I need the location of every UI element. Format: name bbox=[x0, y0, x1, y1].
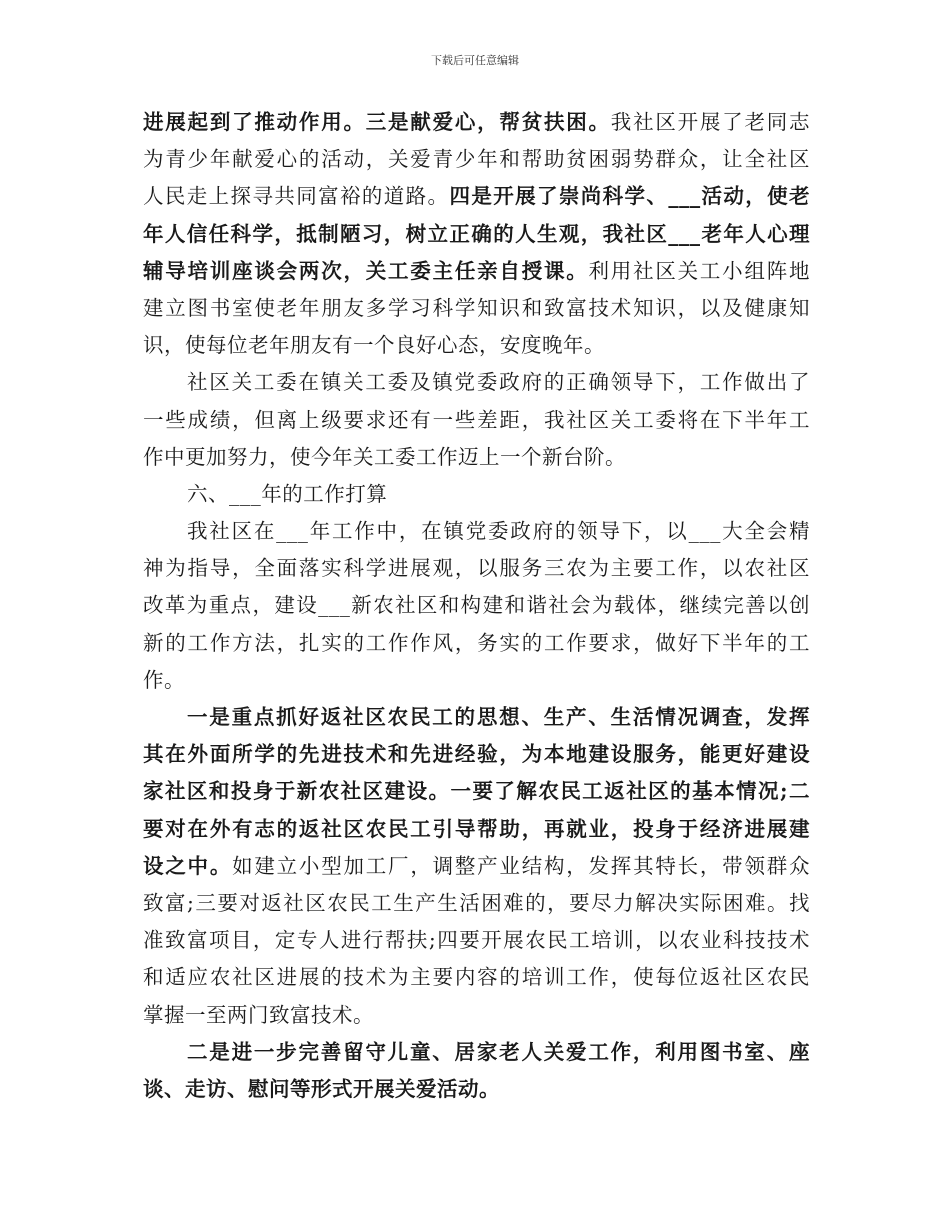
text-line bbox=[143, 104, 810, 141]
text-line bbox=[143, 327, 810, 364]
text-line bbox=[143, 439, 810, 476]
text-line bbox=[143, 513, 810, 550]
bold-text-segment: 设之中。 bbox=[143, 853, 233, 878]
text-segment: 社区关工委在镇关工委及镇党委政府的正确领导下，工作做出了 bbox=[187, 370, 810, 395]
text-line bbox=[143, 178, 810, 215]
text-segment: 新的工作方法，扎实的工作作风，务实的工作要求，做好下半年的工 bbox=[143, 630, 810, 655]
bold-text-segment: 一是重点抓好返社区农民工的思想、生产、生活情况调查，发挥 bbox=[187, 705, 810, 729]
text-segment: 利用社区关工小组阵地 bbox=[588, 258, 810, 283]
text-line bbox=[143, 773, 810, 810]
text-segment: 作。 bbox=[143, 667, 185, 692]
text-line bbox=[143, 997, 810, 1034]
text-line bbox=[143, 885, 810, 922]
text-segment: 准致富项目，定专人进行帮扶;四要开展农民工培训，以农业科技技术 bbox=[143, 928, 810, 953]
text-segment: 识，使每位老年朋友有一个良好心态，安度晚年。 bbox=[143, 333, 605, 358]
text-segment: 和适应农社区进展的技术为主要内容的培训工作，使每位返社区农民 bbox=[143, 965, 810, 990]
text-line bbox=[143, 587, 810, 624]
bold-text-segment: 家社区和投身于新农社区建设。一要了解农民工返社区的基本情况;二 bbox=[143, 779, 810, 804]
text-line bbox=[143, 1034, 810, 1071]
text-segment: 掌握一至两门致富技术。 bbox=[143, 1002, 374, 1027]
text-line bbox=[143, 922, 810, 959]
text-segment: 六、___年的工作打算 bbox=[187, 481, 388, 506]
bold-text-segment: 谈、走访、慰问等形式开展关爱活动。 bbox=[143, 1076, 500, 1101]
text-segment: 人民走上探寻共同富裕的道路。 bbox=[143, 184, 450, 209]
text-segment: 作中更加努力，使今年关工委工作迈上一个新台阶。 bbox=[143, 444, 626, 469]
text-segment: 建立图书室使老年朋友多学习科学知识和致富技术知识，以及健康知 bbox=[143, 295, 810, 320]
text-line bbox=[143, 216, 810, 253]
text-segment: 神为指导，全面落实科学进展观，以服务三农为主要工作，以农社区 bbox=[143, 556, 810, 581]
text-line bbox=[143, 699, 810, 736]
text-segment: 如建立小型加工厂，调整产业结构，发挥其特长，带领群众 bbox=[232, 853, 810, 878]
text-line bbox=[143, 290, 810, 327]
document-body bbox=[143, 104, 810, 1108]
text-line bbox=[143, 1071, 810, 1108]
text-segment: 为青少年献爱心的活动，关爱青少年和帮助贫困弱势群众，让全社区 bbox=[143, 147, 810, 172]
text-line bbox=[143, 736, 810, 773]
bold-text-segment: 四是开展了崇尚科学、___活动，使老 bbox=[449, 184, 810, 209]
text-line bbox=[143, 811, 810, 848]
bold-text-segment: 辅导培训座谈会两次，关工委主任亲自授课。 bbox=[143, 258, 589, 283]
text-line bbox=[143, 253, 810, 290]
text-segment: 致富;三要对返社区农民工生产生活困难的，要尽力解决实际困难。找 bbox=[143, 890, 810, 915]
text-segment: 改革为重点，建设___新农社区和构建和谐社会为载体，继续完善以创 bbox=[143, 593, 810, 618]
page-header: 下载后可任意编辑 bbox=[431, 54, 519, 67]
text-line bbox=[143, 662, 810, 699]
text-line bbox=[143, 848, 810, 885]
text-segment: 一些成绩，但离上级要求还有一些差距，我社区关工委将在下半年工 bbox=[143, 407, 810, 432]
text-line bbox=[143, 141, 810, 178]
text-line bbox=[143, 550, 810, 587]
text-line bbox=[143, 476, 810, 513]
text-line bbox=[143, 625, 810, 662]
text-line bbox=[143, 402, 810, 439]
bold-text-segment: 进展起到了推动作用。三是献爱心，帮贫扶困。 bbox=[143, 110, 611, 134]
bold-text-segment: 年人信任科学，抵制陋习，树立正确的人生观，我社区___老年人心理 bbox=[143, 221, 810, 246]
text-segment: 我社区开展了老同志 bbox=[610, 110, 810, 134]
text-line bbox=[143, 364, 810, 401]
text-segment: 我社区在___年工作中，在镇党委政府的领导下，以___大全会精 bbox=[187, 519, 810, 544]
text-line bbox=[143, 959, 810, 996]
bold-text-segment: 其在外面所学的先进技术和先进经验，为本地建设服务，能更好建设 bbox=[143, 742, 810, 767]
bold-text-segment: 要对在外有志的返社区农民工引导帮助，再就业，投身于经济进展建 bbox=[143, 816, 810, 841]
bold-text-segment: 二是进一步完善留守儿童、居家老人关爱工作，利用图书室、座 bbox=[187, 1039, 810, 1064]
